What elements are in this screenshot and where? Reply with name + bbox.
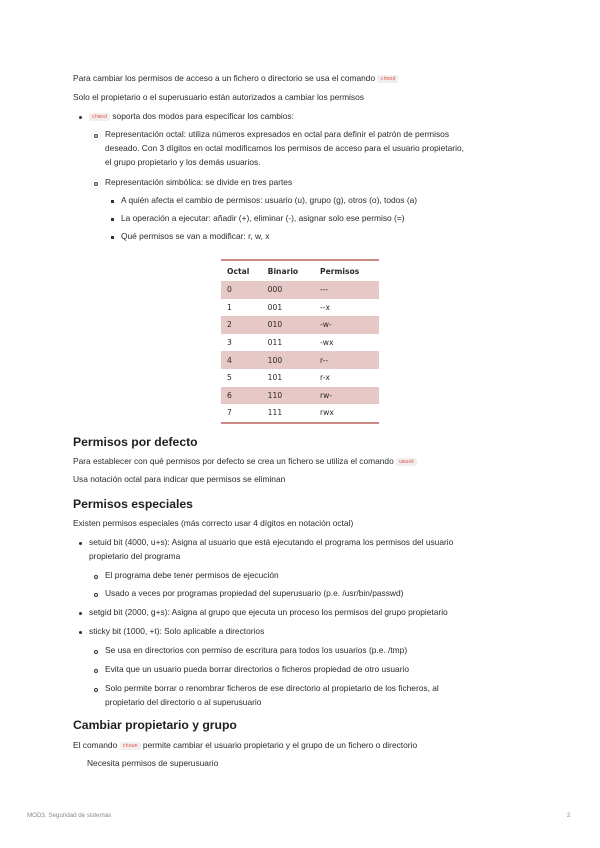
default-perms-line-1: Para establecer con qué permisos por defecto se crea un fichero se utiliza el comando umask (73, 456, 417, 467)
setgid-line: setgid bit (2000, g+s): Asigna al grupo que ejecuta un proceso los permisos del grupo propietario (89, 607, 448, 617)
table-row: 4 100 r-- (221, 351, 379, 369)
code-chmod: chmod (89, 113, 110, 121)
column-header-octal: Octal (227, 266, 250, 276)
octal-line-3: el grupo propietario y los demás usuarios. (105, 157, 261, 167)
table-header-row (221, 260, 379, 281)
table-row: 6 110 rw- (221, 387, 379, 405)
code-chmod: chmod (377, 75, 398, 83)
setuid-line-1: setuid bit (4000, u+s): Asigna al usuario que está ejecutando el programa los permisos del usuario (89, 537, 454, 547)
heading-special-permissions: Permisos especiales (73, 497, 193, 511)
bullet-hollow-icon (94, 134, 98, 138)
table-row: 0 000 --- (221, 281, 379, 299)
bullet-hollow-icon (94, 575, 98, 579)
bullet-icon (79, 612, 82, 615)
special-perms-intro: Existen permisos especiales (más correcto usar 4 dígitos en notación octal) (73, 518, 354, 528)
bullet-square-icon (111, 218, 114, 221)
default-perms-line-2: Usa notación octal para indicar que permisos se eliminan (73, 474, 286, 484)
octal-permissions-table (221, 259, 379, 424)
footer-title: MOD3. Seguridad de sistemas (27, 812, 112, 819)
table-row: 2 010 -w- (221, 316, 379, 334)
table-row: 1 001 --x (227, 302, 331, 312)
sticky-line: sticky bit (1000, +t): Solo aplicable a directorios (89, 626, 265, 636)
symbolic-line: Representación simbólica: se divide en tres partes (105, 177, 293, 187)
symbolic-item-2: La operación a ejecutar: añadir (+), eliminar (-), asignar solo ese permiso (=) (121, 213, 405, 223)
table-row: 3 011 -wx (227, 338, 334, 348)
bullet-hollow-icon (94, 650, 98, 654)
heading-default-permissions: Permisos por defecto (73, 435, 198, 449)
table-row: 5 101 r-x (227, 373, 330, 383)
bullet-icon (79, 116, 82, 119)
symbolic-item-1: A quién afecta el cambio de permisos: usuario (u), grupo (g), otros (o), todos (a) (121, 195, 418, 205)
symbolic-item-3: Qué permisos se van a modificar: r, w, x (121, 231, 270, 241)
table-row: 7 111 rwx (227, 408, 334, 418)
bullet-hollow-icon (94, 182, 98, 186)
bullet-square-icon (111, 236, 114, 239)
sticky-sub-2: Evita que un usuario pueda borrar directorios o ficheros propiedad de otro usuario (105, 664, 410, 674)
bullet-hollow-icon (94, 688, 98, 692)
bullet-square-icon (111, 200, 114, 203)
code-umask: umask (396, 458, 417, 466)
chown-line: El comando chown permite cambiar el usuario propietario y el grupo de un fichero o directorio (73, 740, 418, 750)
bullet-icon (79, 542, 82, 545)
column-header-binario: Binario (267, 266, 299, 276)
chown-note: Necesita permisos de superusuario (87, 758, 219, 768)
octal-line-2: deseado. Con 3 dígitos en octal modificamos los permisos de acceso para el usuario propietario, (105, 143, 464, 153)
bullet-icon (79, 631, 82, 634)
column-header-permisos: Permisos (320, 266, 360, 276)
page-number: 2 (567, 812, 571, 819)
sticky-sub-1: Se usa en directorios con permiso de escritura para todos los usuarios (p.e. /tmp) (105, 645, 408, 655)
code-chown: chown (120, 742, 141, 750)
bullet-hollow-icon (94, 669, 98, 673)
setuid-sub-1: El programa debe tener permisos de ejecución (105, 570, 279, 580)
chmod-modes-line: chmod soporta dos modos para especificar los cambios: (89, 111, 294, 122)
heading-chown: Cambiar propietario y grupo (73, 718, 237, 732)
sticky-sub-3a: Solo permite borrar o renombrar ficheros de ese directorio al propietario de los ficheros, al (105, 683, 439, 693)
setuid-sub-2: Usado a veces por programas propiedad del superusuario (p.e. /usr/bin/passwd) (105, 588, 404, 598)
intro-line-2: Solo el propietario o el superusuario están autorizados a cambiar los permisos (73, 92, 364, 102)
intro-line-1: Para cambiar los permisos de acceso a un fichero o directorio se usa el comando chmod (73, 73, 398, 84)
setuid-line-2: propietario del programa (89, 551, 181, 561)
sticky-sub-3b: propietario del directorio o al superusuario (105, 697, 262, 707)
bullet-hollow-icon (94, 593, 98, 597)
octal-line-1: Representación octal: utiliza números expresados en octal para definir el patrón de permisos (105, 129, 450, 139)
